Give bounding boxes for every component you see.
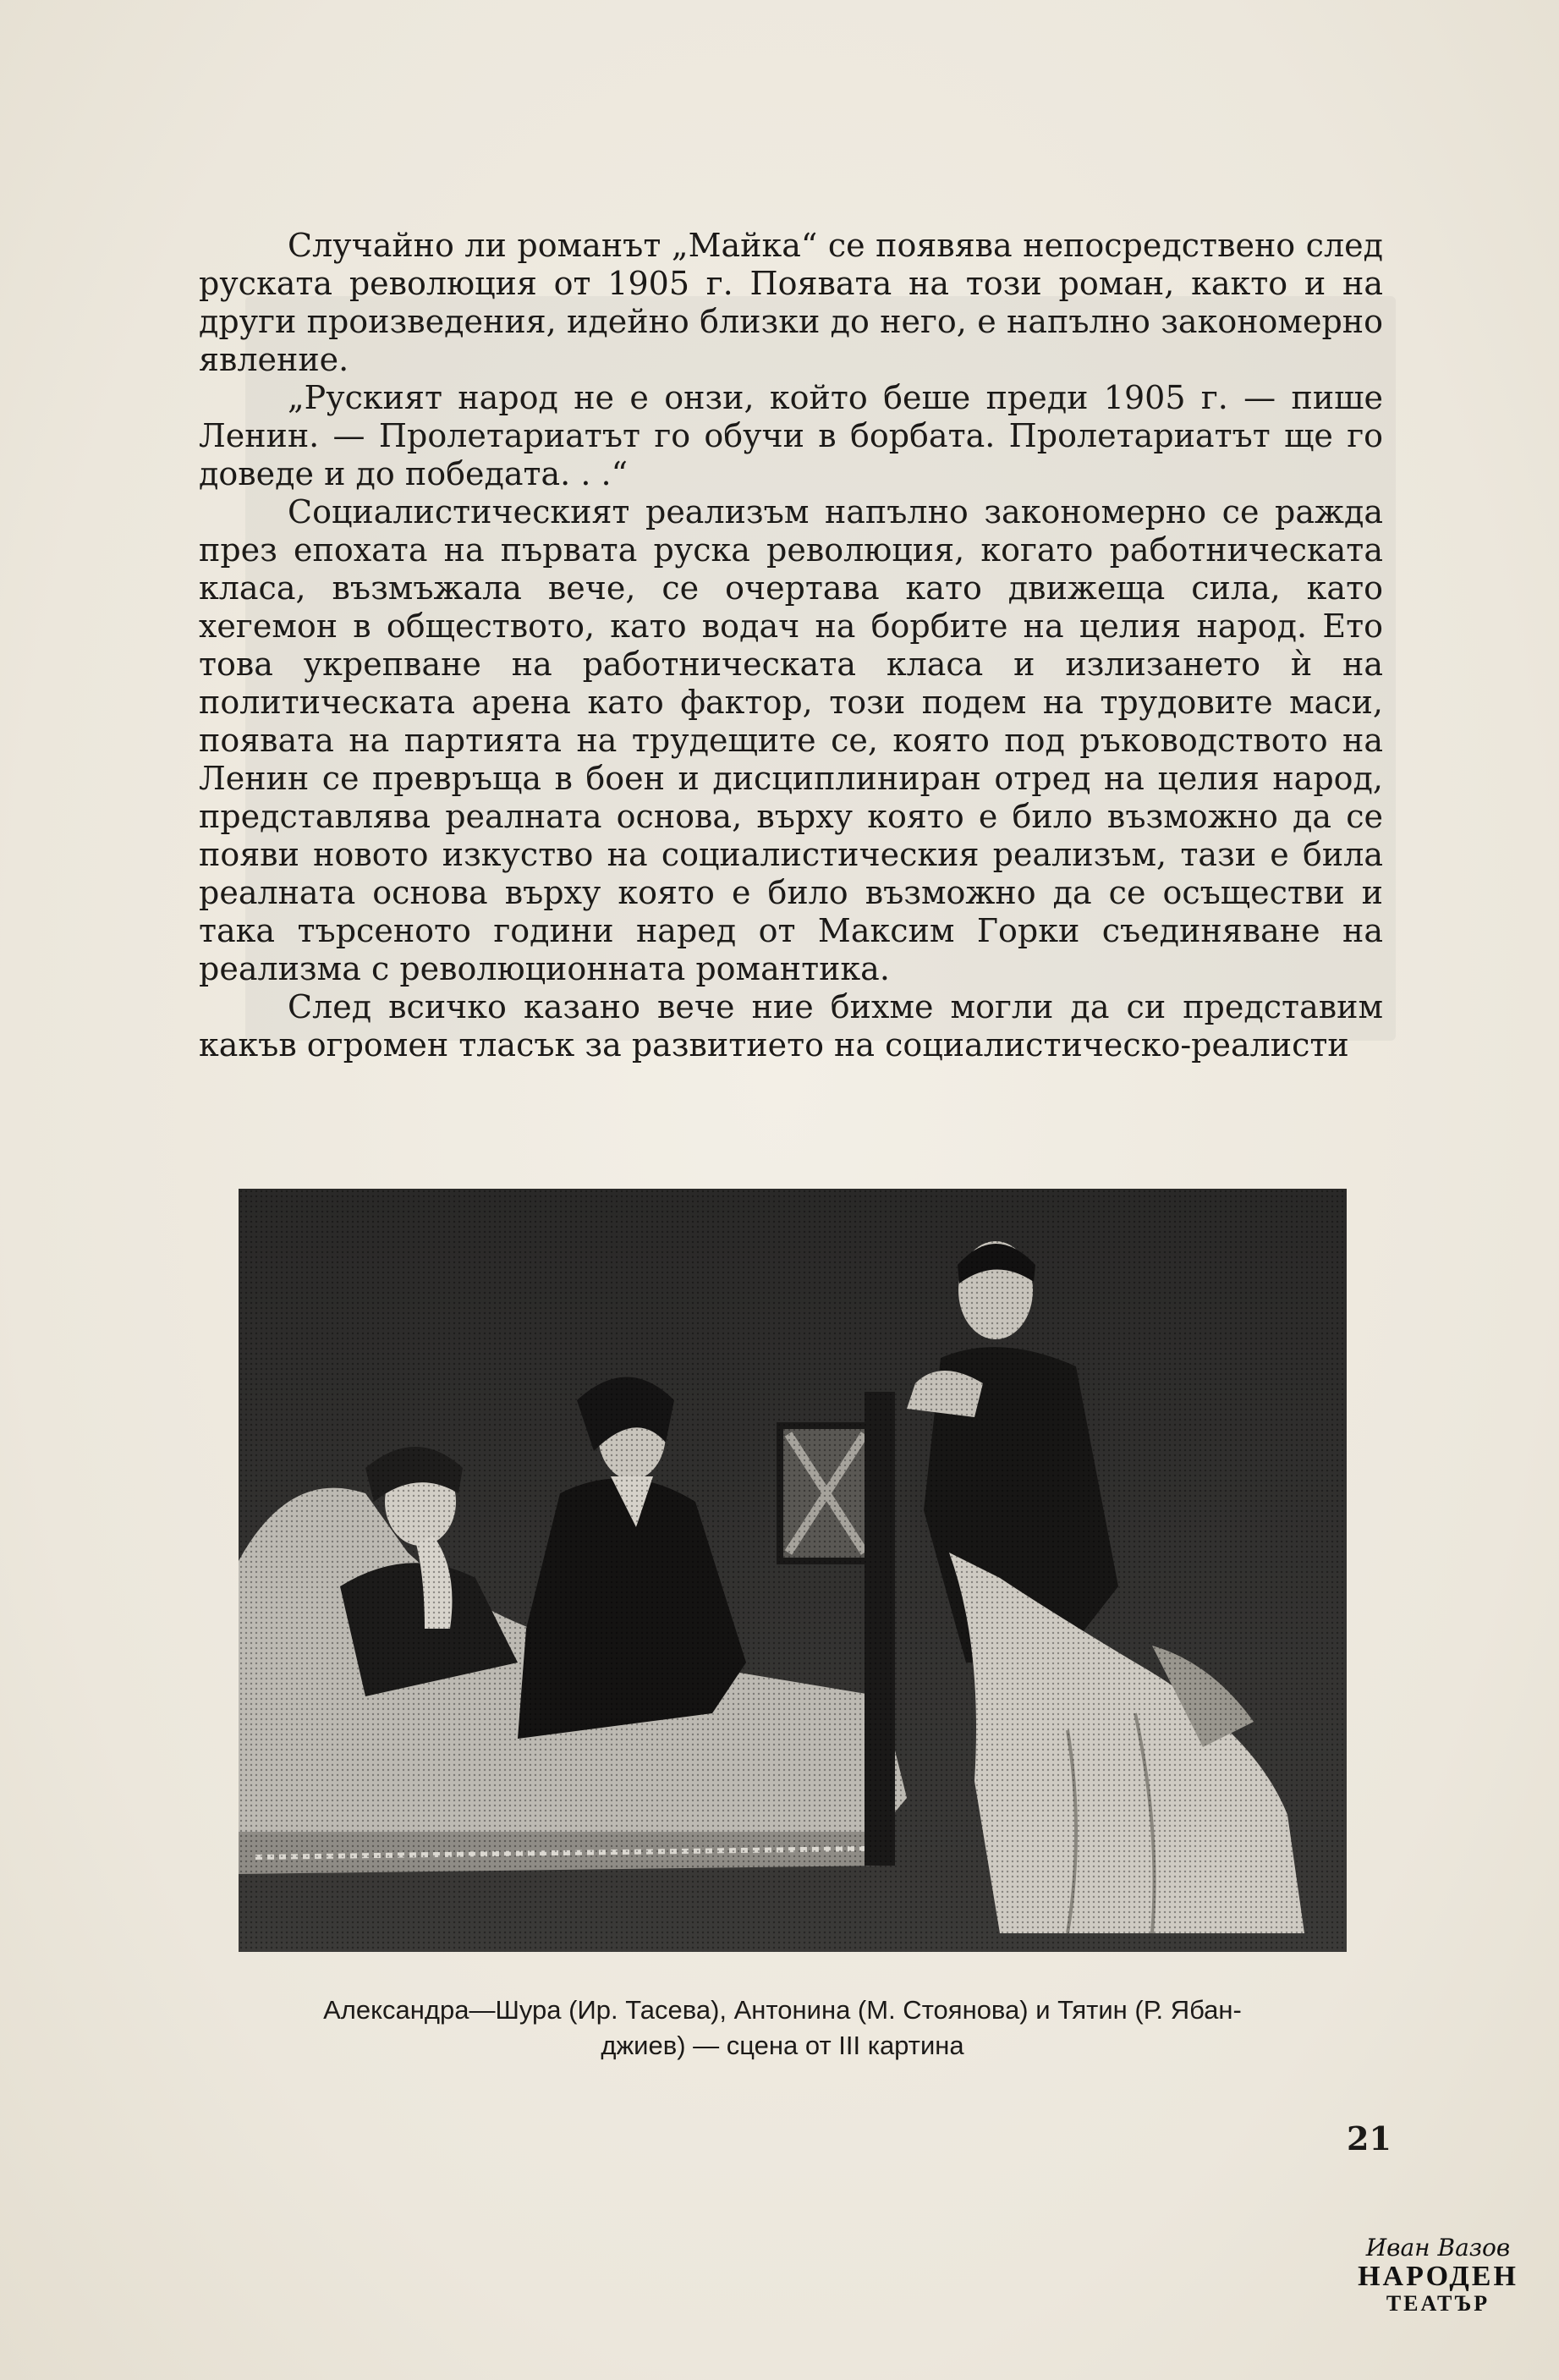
caption-line-2: джиев) — сцена от III картина xyxy=(601,2031,964,2060)
stage-photo-image xyxy=(239,1189,1347,1952)
page-number: 21 xyxy=(1347,2119,1392,2157)
caption-line-1: Александра—Шура (Ир. Тасева), Антонина (М. Стоянова) и Тятин (Р. Ябан- xyxy=(323,1995,1242,2025)
photo-caption xyxy=(216,1992,1349,2064)
paragraph-4: След всичко казано вече ние бихме могли да си представим какъв огромен тласък за развитието на социалистическо-реалисти xyxy=(199,988,1383,1064)
logo-line-2: ТЕАТЪР xyxy=(1386,2291,1490,2316)
logo-signature: Иван Вазов xyxy=(1365,2234,1511,2262)
paragraph-2-lenin-quote: „Руският народ не е онзи, който беше преди 1905 г. — пише Ленин. — Пролетариатът го обучи в борбата. Пролетариатът ще го доведе и до победата. . .“ xyxy=(199,379,1383,492)
paragraph-1: Случайно ли романът „Майка“ се появява непосредствено след руската революция от 1905 г. Появата на този роман, както и на други произведения, идейно близки до него, е напълно закономерно явление. xyxy=(199,227,1383,378)
paragraph-3: Социалистическият реализъм напълно закономерно се ражда през епохата на първата руска революция, когато работническата класа, възмъжала вече, се очертава като движеща сила, като хегемон в обществото, като водач на борбите на целия народ. Ето това укрепване на работническата класа и излизането ѝ на политическата арена като фактор, този подем на трудовите маси, появата на партията на трудещите се, която под ръководството на Ленин се превръща в боен и дисциплиниран отред на целия народ, представлява реалната основа, върху която е било възможно да се появи новото изкуство на социалистическия реализъм, тази е била реалната основа върху която е било възможно да се осъществи и така търсеното години наред от Максим Горки съединяване на реализма с революционната романтика. xyxy=(199,493,1383,987)
stage-photo xyxy=(239,1189,1347,1952)
article-body xyxy=(199,227,1383,1064)
logo-line-1: НАРОДЕН xyxy=(1358,2261,1518,2292)
national-theatre-logo xyxy=(1353,2234,1523,2335)
